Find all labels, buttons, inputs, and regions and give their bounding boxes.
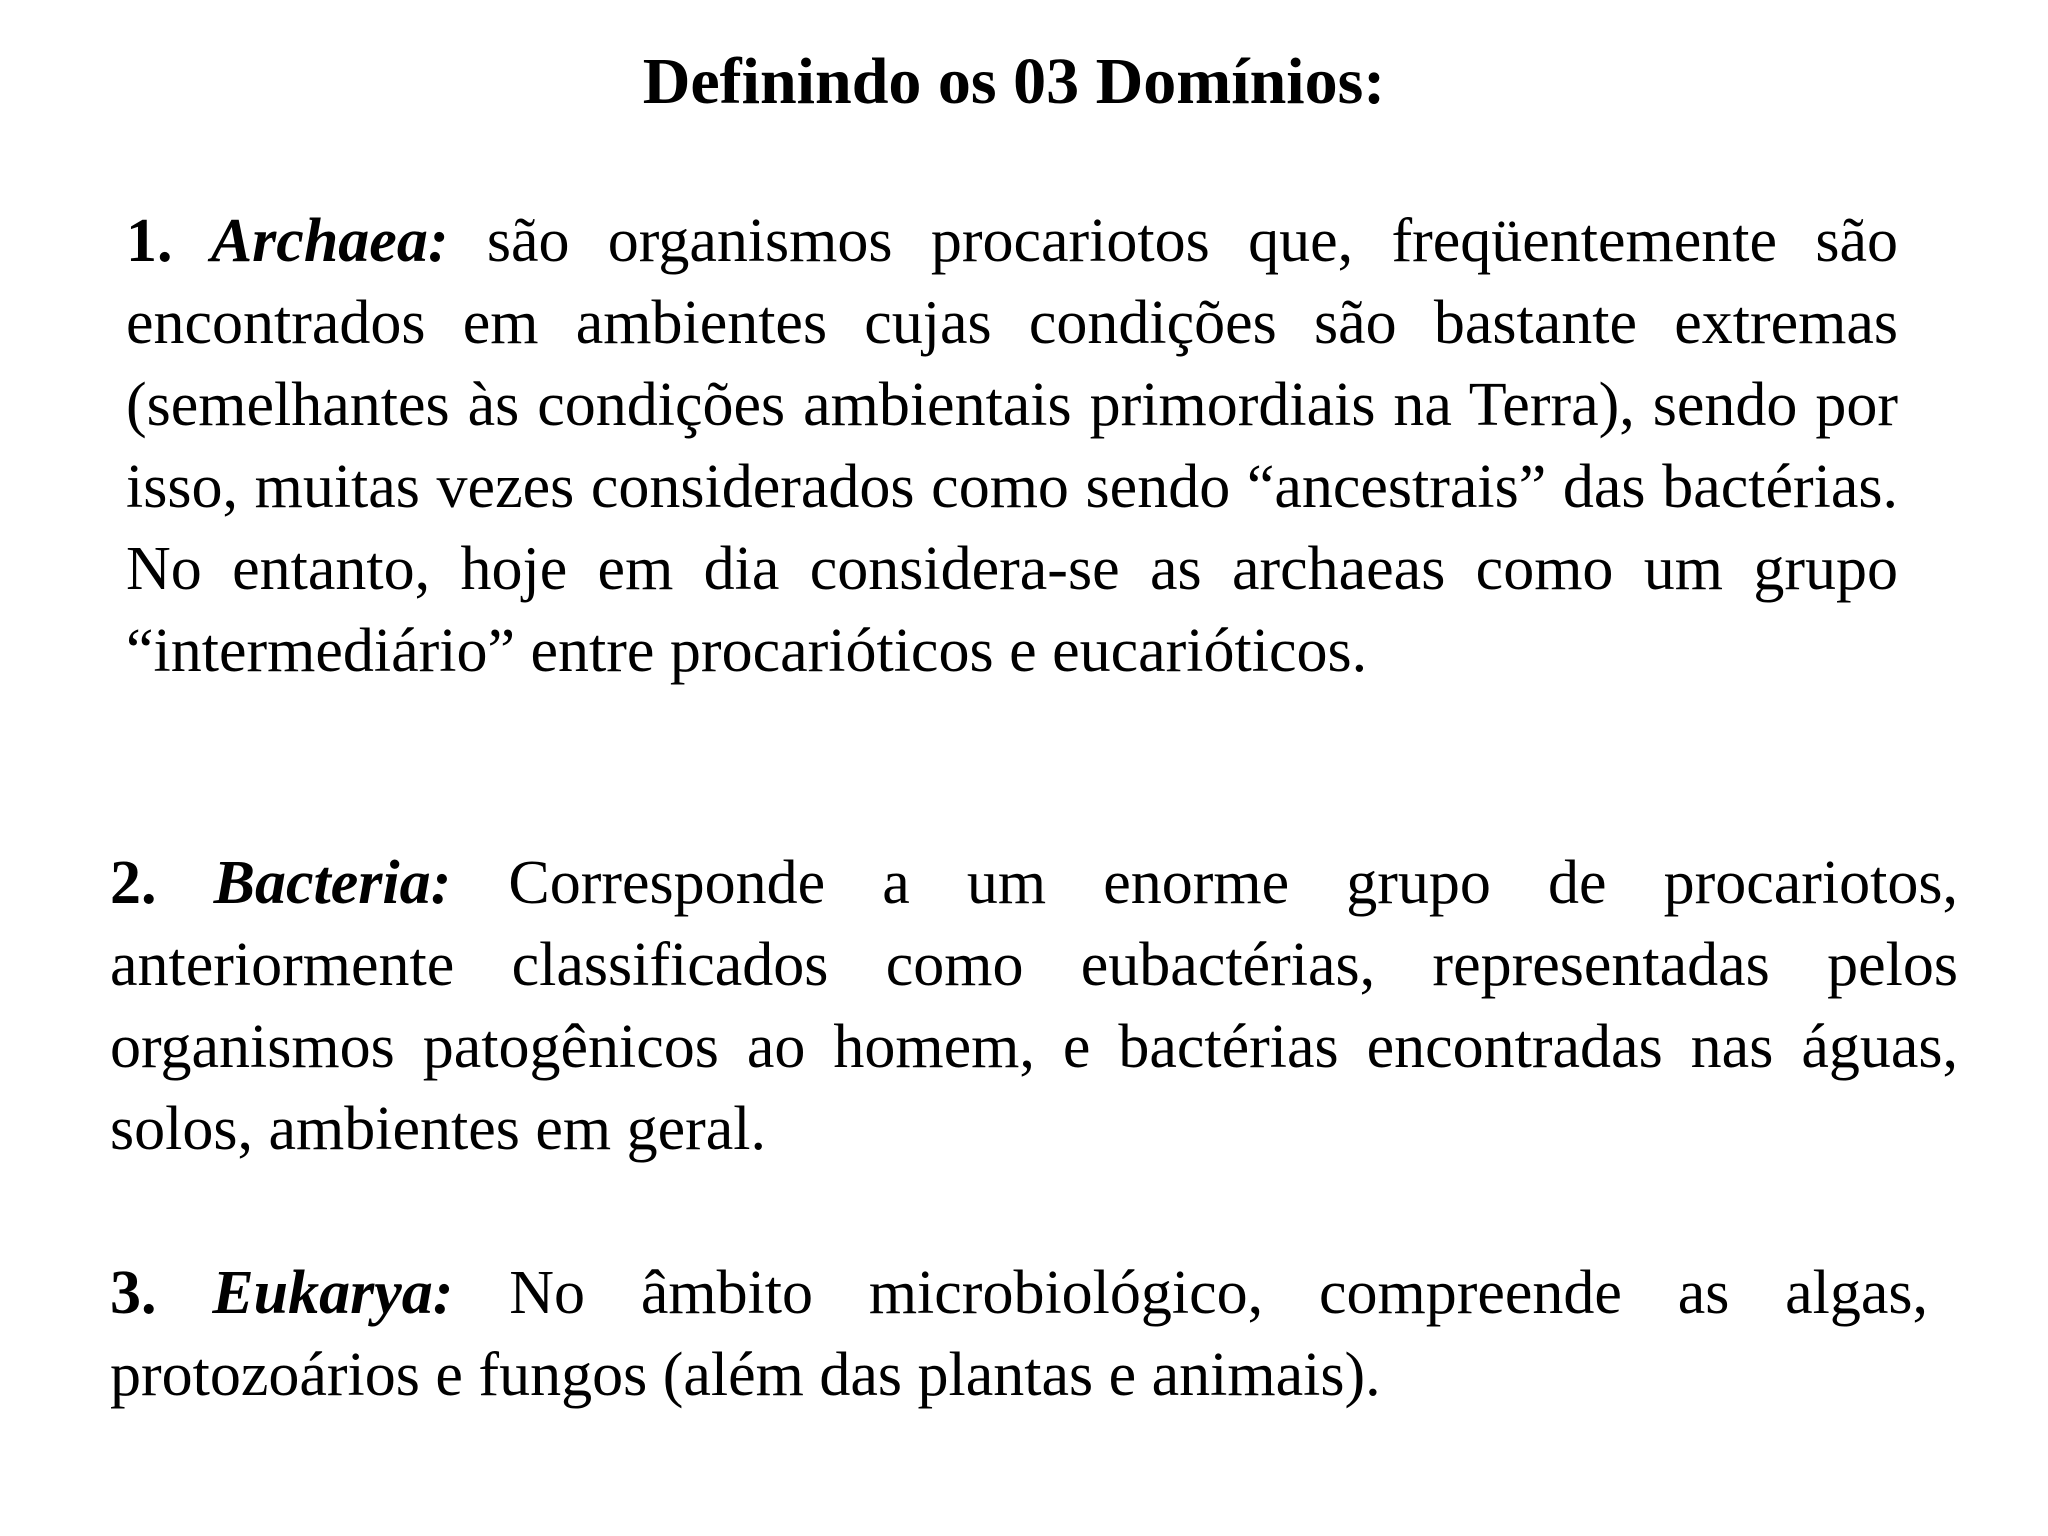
domain-number: 1. [126, 207, 173, 275]
domain-bacteria-paragraph [110, 842, 1958, 1170]
domain-description: No âmbito microbiológico, compreende as algas, protozoários e fungos (além das plantas e animais). [110, 1259, 1929, 1409]
domain-description: são organismos procariotos que, freqüentemente são encontrados em ambientes cujas condições são bastante extremas (semelhantes às condições ambientais primordiais na Terra), sendo por isso, muitas vezes considerados como sendo “ancestrais” das bactérias. No entanto, hoje em dia considera-se as archaeas como um grupo “intermediário” entre procarióticos e eucarióticos. [126, 207, 1898, 685]
domain-eukarya-paragraph [110, 1252, 1928, 1416]
domain-number: 3. [110, 1259, 157, 1327]
page-title: Definindo os 03 Domínios: [642, 45, 1386, 118]
domain-term: Bacteria: [213, 849, 452, 917]
domain-description: Corresponde a um enorme grupo de procariotos, anteriormente classificados como eubactérias, representadas pelos organismos patogênicos ao homem, e bactérias encontradas nas águas, solos, ambientes em geral. [110, 849, 1959, 1163]
domain-term: Archaea: [210, 207, 449, 275]
domain-term: Eukarya: [212, 1259, 454, 1327]
domain-archaea-paragraph [126, 200, 1898, 692]
domain-number: 2. [110, 849, 157, 917]
